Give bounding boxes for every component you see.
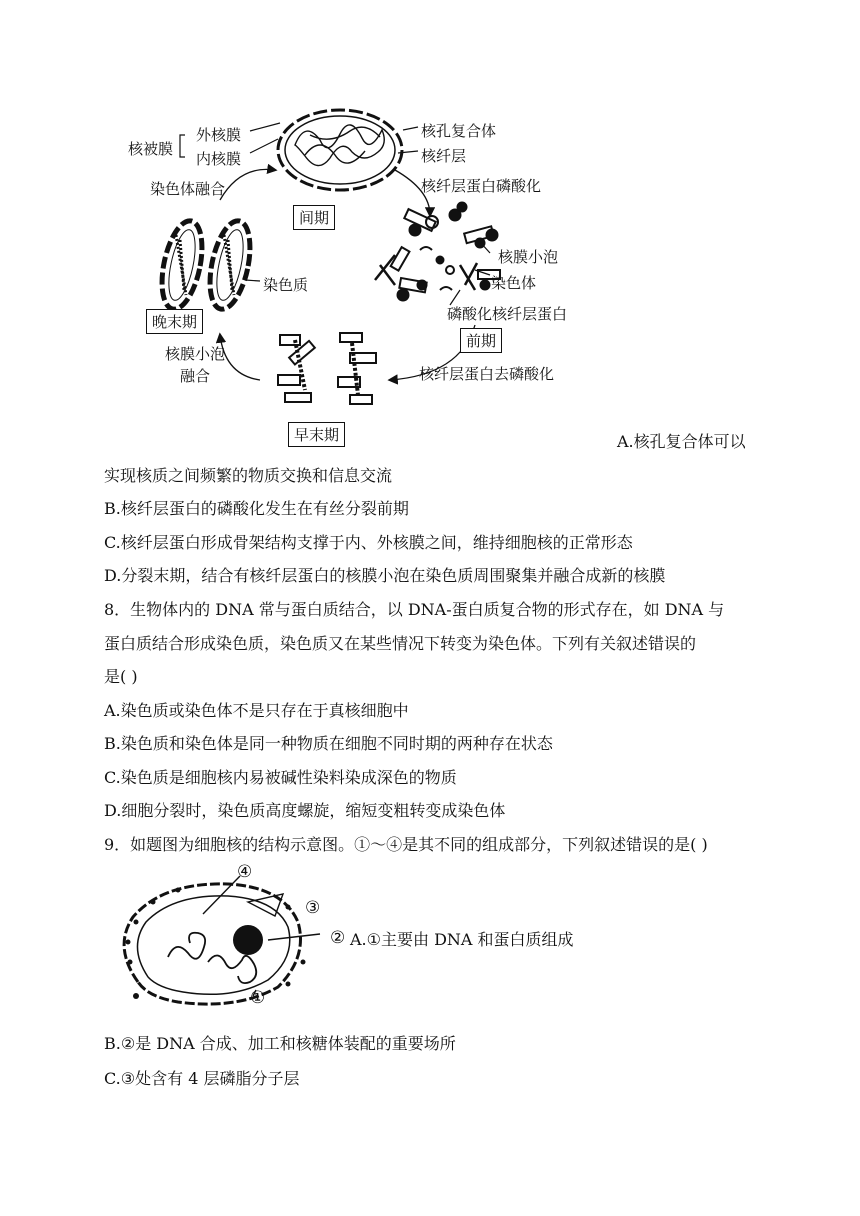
chromosome-fusion-label: 染色体融合 — [150, 180, 226, 198]
q8-option-c: C.染色质是细胞核内易被碱性染料染成深色的物质 — [104, 768, 457, 787]
q9-option-a: A.①主要由 DNA 和蛋白质组成 — [350, 930, 574, 949]
interphase-nucleus — [278, 110, 402, 190]
q7-option-b: B.核纤层蛋白的磷酸化发生在有丝分裂前期 — [104, 499, 409, 518]
q7-option-a-part2: 实现核质之间频繁的物质交换和信息交流 — [104, 466, 393, 485]
late-telophase-stage-box: 晚末期 — [146, 309, 203, 334]
marker-2: ② — [330, 928, 346, 948]
q8-option-b: B.染色质和染色体是同一种物质在细胞不同时期的两种存在状态 — [104, 734, 553, 753]
early-telophase-group — [278, 333, 376, 404]
cycle-arrows — [220, 169, 475, 380]
q7-option-d: D.分裂末期，结合有核纤层蛋白的核膜小泡在染色质周围聚集并融合成新的核膜 — [104, 566, 666, 585]
q8-stem-line3: 是( ) — [104, 667, 138, 686]
q8-option-d: D.细胞分裂时，染色质高度螺旋，缩短变粗转变成染色体 — [104, 801, 506, 820]
q9-option-c: C.③处含有 4 层磷脂分子层 — [104, 1069, 300, 1088]
lamina-label: 核纤层 — [421, 147, 467, 165]
chromatin-label: 染色质 — [263, 276, 309, 294]
late-telophase-nuclei — [155, 217, 257, 313]
dephosphorylation-label: 核纤层蛋白去磷酸化 — [419, 365, 555, 383]
nuclear-cycle-drawing — [100, 95, 600, 445]
q9-option-b: B.②是 DNA 合成、加工和核糖体装配的重要场所 — [104, 1034, 456, 1053]
q9-stem: 9．如题图为细胞核的结构示意图。①～④是其不同的组成部分，下列叙述错误的是( ) — [104, 835, 708, 854]
vesicle-fusion-label-1: 核膜小泡 — [165, 345, 226, 363]
early-telophase-stage-box: 早末期 — [288, 422, 345, 447]
vesicle-label: 核膜小泡 — [498, 248, 559, 266]
nuclear-cycle-figure — [100, 95, 600, 445]
inner-membrane-label: 内核膜 — [196, 150, 242, 168]
envelope-label: 核被膜 — [128, 140, 174, 158]
nucleus-structure-figure — [108, 862, 358, 1012]
q8-option-a: A.染色质或染色体不是只存在于真核细胞中 — [104, 701, 409, 720]
q8-stem-line2: 蛋白质结合形成染色质，染色质又在某些情况下转变为染色体。下列有关叙述错误的 — [104, 634, 697, 653]
chromosome-label: 染色体 — [491, 274, 537, 292]
q7-option-a-part1: A.核孔复合体可以 — [617, 432, 746, 451]
marker-1: ① — [250, 988, 266, 1008]
q7-option-c: C.核纤层蛋白形成骨架结构支撑于内、外核膜之间，维持细胞核的正常形态 — [104, 533, 633, 552]
interphase-stage-box: 间期 — [293, 205, 335, 230]
marker-3: ③ — [305, 898, 321, 918]
nucleus-drawing — [108, 862, 358, 1012]
vesicle-fusion-label-2: 融合 — [180, 367, 211, 385]
marker-4: ④ — [237, 862, 253, 882]
q8-stem-line1: 8．生物体内的 DNA 常与蛋白质结合，以 DNA-蛋白质复合物的形式存在，如 DNA 与 — [104, 600, 725, 619]
phosphorylation-label: 核纤层蛋白磷酸化 — [421, 177, 542, 195]
nucleolus — [233, 925, 263, 955]
outer-membrane-label: 外核膜 — [196, 126, 242, 144]
prophase-stage-box: 前期 — [460, 328, 502, 353]
prophase-fragments — [375, 202, 500, 301]
pore-complex-label: 核孔复合体 — [421, 122, 497, 140]
phos-protein-label: 磷酸化核纤层蛋白 — [447, 305, 568, 323]
